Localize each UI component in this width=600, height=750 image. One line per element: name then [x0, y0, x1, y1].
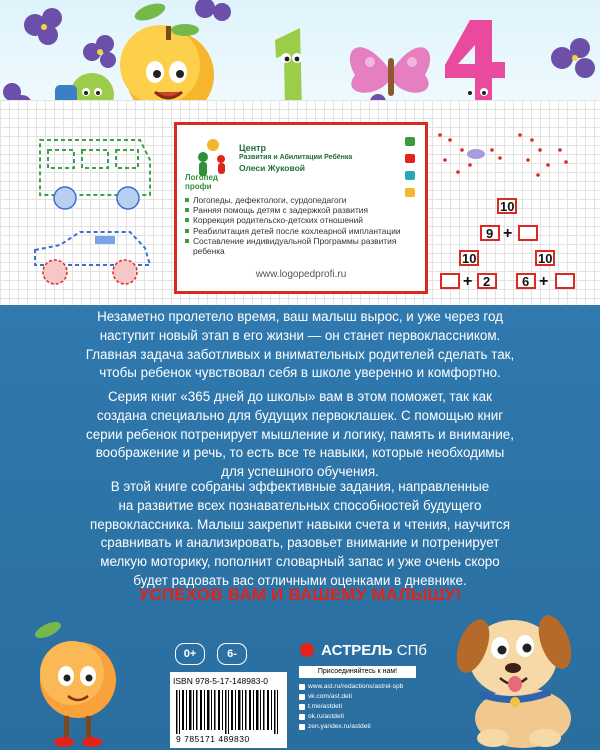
math-right-answer-box[interactable]	[555, 273, 575, 289]
service-item: Составление индивидуальной Программы развития	[185, 236, 397, 246]
isbn-barcode-box	[170, 672, 287, 748]
math-left-sum: 10	[462, 251, 477, 266]
publisher-links	[299, 682, 403, 732]
apricot-character-illustration	[28, 618, 128, 750]
paragraph-series	[58, 388, 542, 482]
text-line: создана специально для будущих первоклашек. С помощью книг	[96, 407, 504, 423]
text-line: Незаметно пролетело время, ваш малыш вырос, и уже через год	[97, 309, 503, 324]
publisher-name: АСТРЕЛЬ	[321, 642, 393, 659]
join-us-banner: Присоединяйтесь к нам!	[299, 666, 416, 678]
link-vk[interactable]: vk.com/ast.deti	[299, 692, 403, 702]
publisher-logo	[300, 642, 427, 659]
center-person: Олеси Жуковой	[239, 163, 305, 173]
text-line: воображение и речь, то есть все те навыки, которые необходимы	[95, 445, 505, 461]
text-line: на развитие всех познавательных способностей будущего	[118, 497, 482, 513]
math-right-given: 6	[522, 274, 530, 289]
chat-icon	[405, 171, 415, 180]
barcode-number: 9 785171 489830	[176, 734, 250, 744]
barcode-icon	[176, 690, 281, 734]
math-left-plus: +	[463, 273, 473, 290]
publisher-city: СПб	[396, 642, 427, 659]
text-line: сравнивать и анализировать, разовьет внимание и потренирует	[100, 535, 500, 551]
math-left-answer-box[interactable]	[440, 273, 460, 289]
link-zen[interactable]: zen.yandex.ru/astdeti	[299, 722, 403, 732]
center-label: Центр	[239, 143, 267, 153]
website-link[interactable]: www.logopedprofi.ru	[255, 269, 347, 280]
logoped-profi-ad	[174, 122, 428, 294]
center-title	[239, 143, 352, 173]
math-right-plus: +	[539, 273, 549, 290]
math-right-sum: 10	[538, 251, 553, 266]
math-top-plus: +	[503, 225, 513, 242]
service-item: Логопеды, дефектологи, сурдопедагоги	[185, 195, 397, 205]
text-line: В этой книге собраны эффективные задания, направленные	[110, 479, 490, 494]
link-telegram[interactable]: t.me/astdeti	[299, 702, 403, 712]
services-list	[185, 195, 401, 257]
paragraph-book	[58, 478, 542, 591]
link-website[interactable]: www.ast.ru/redactions/astrel-spb	[299, 682, 403, 692]
text-line: наступит новый этап в его жизни — он станет первоклассником.	[99, 327, 501, 343]
contact-icons	[405, 137, 417, 205]
logo-text	[185, 173, 218, 191]
age-rating-6: 6-	[217, 643, 247, 665]
puppy-character-illustration	[445, 598, 595, 750]
math-top-answer-box[interactable]	[518, 225, 538, 241]
text-line: для успешного обучения.	[221, 464, 379, 480]
logo-text-line2: профи	[185, 182, 212, 191]
text-line: чтобы ребенок чувствовал себя в школе уверенно и комфортно.	[99, 365, 501, 381]
age-rating-0: 0+	[175, 643, 205, 665]
text-line: серии ребенок потренирует мышление и логику, память и внимание,	[86, 426, 514, 442]
paragraph-intro	[58, 308, 542, 383]
math-top-given: 9	[486, 226, 494, 241]
math-top-sum: 10	[500, 199, 515, 214]
text-line: первоклассника. Малыш закрепит навыки счета и чтения, научится	[90, 516, 510, 532]
logo-text-line1: Логопед	[185, 173, 218, 182]
text-line: мелкую моторику, пополнит словарный запас и уже очень скоро	[100, 554, 500, 570]
astrel-logo-icon	[300, 643, 314, 657]
star-icon	[405, 188, 415, 197]
phone-icon	[405, 137, 415, 146]
service-item-continuation: ребенка	[193, 246, 225, 257]
link-ok[interactable]: ok.ru/astdeti	[299, 712, 403, 722]
service-item: Ранняя помощь детям с задержкой развития	[185, 205, 397, 215]
service-item: Реабилитация детей после кохлеарной имплантации	[185, 226, 397, 236]
text-line: Главная задача заботливых и внимательных родителей сделать так,	[85, 346, 515, 362]
heart-icon	[405, 154, 415, 163]
text-line: Серия книг «365 дней до школы» вам в этом поможет, так как	[108, 389, 492, 404]
slogan: УСПЕХОВ ВАМ И ВАШЕМУ МАЛЫШУ!	[138, 585, 462, 604]
text-line: будет радовать вас отличными оценками в дневнике.	[133, 572, 467, 588]
math-left-given: 2	[483, 274, 491, 289]
service-item: Коррекция родительско-детских отношений	[185, 215, 397, 225]
center-subtitle: Развития и Абилитации Ребёнка	[239, 154, 353, 161]
isbn-text: ISBN 978-5-17-148983-0	[173, 676, 268, 686]
